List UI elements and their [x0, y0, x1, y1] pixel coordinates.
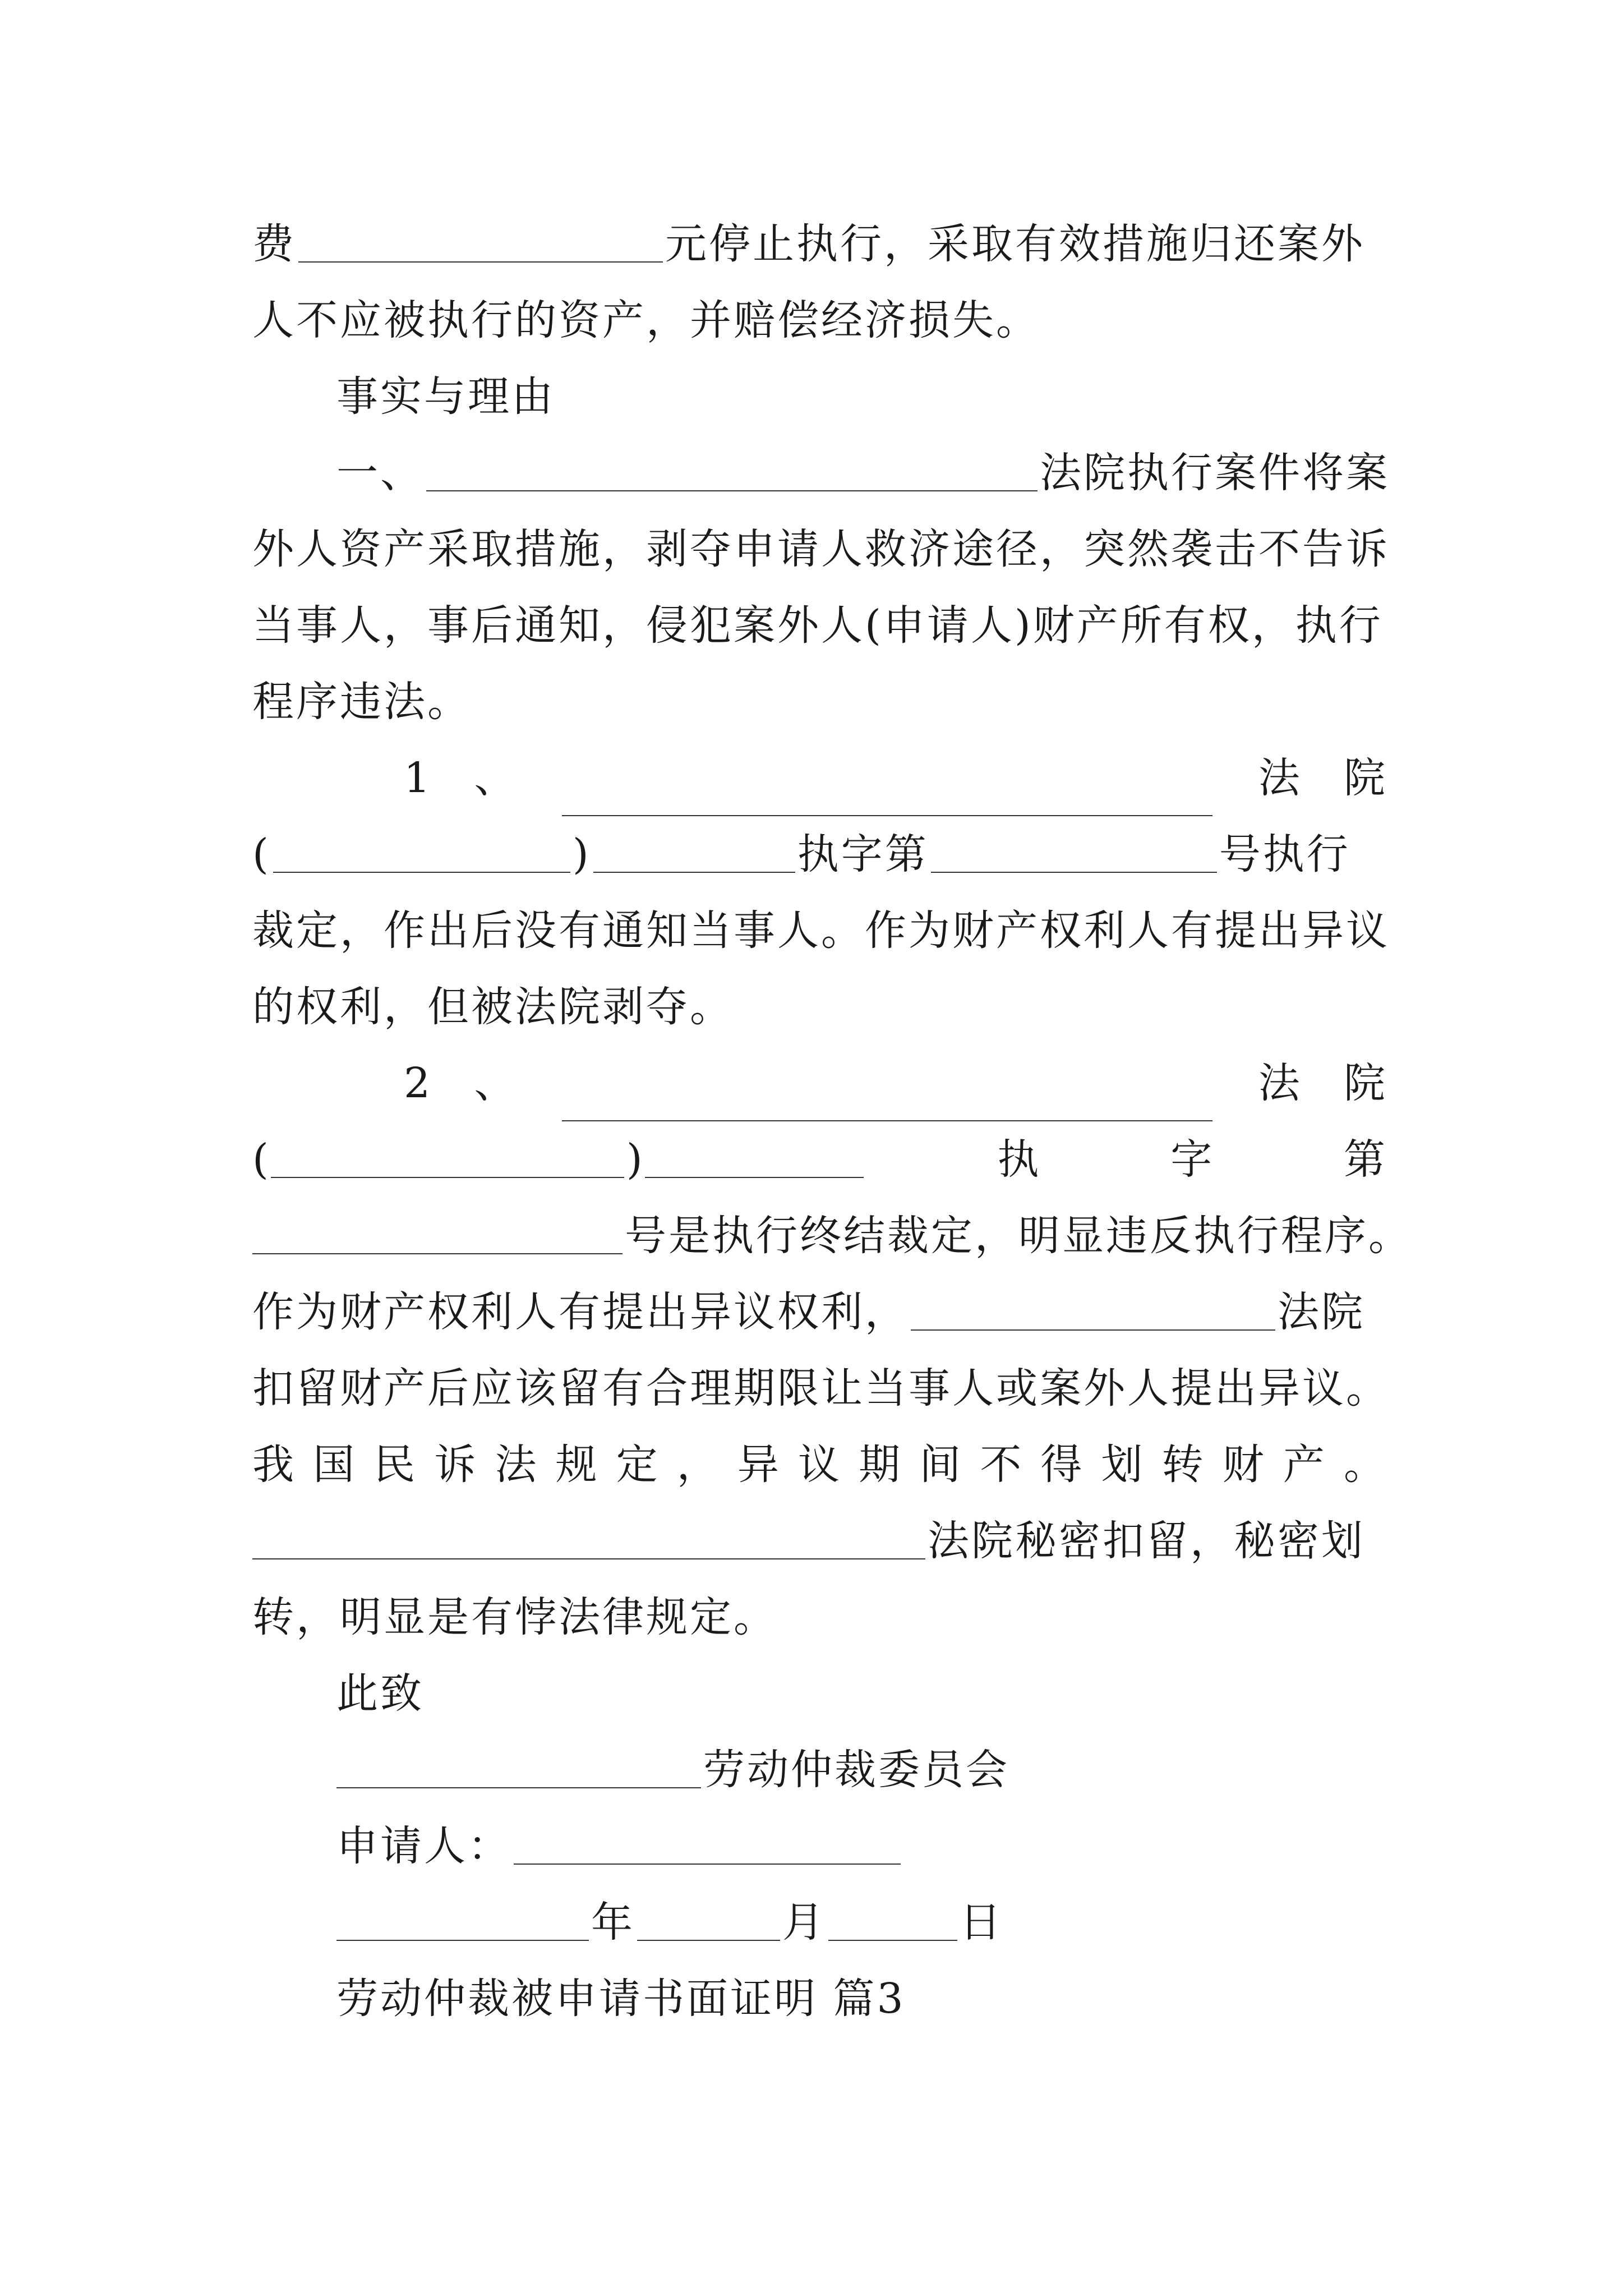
paragraph-line — [252, 1198, 1412, 1274]
text: 月 — [782, 1898, 826, 1947]
text: ) — [626, 1135, 643, 1184]
text-char: 间 — [919, 1441, 961, 1489]
fill-blank[interactable] — [252, 1214, 623, 1254]
text-char: 。 — [1343, 1441, 1385, 1489]
applicant-line — [336, 1808, 1385, 1884]
fill-blank[interactable] — [562, 1081, 1212, 1121]
addressee-line — [336, 1732, 1385, 1808]
day-field[interactable] — [828, 1901, 957, 1941]
section-title: 劳动仲裁被申请书面证明 篇3 — [336, 1975, 906, 2023]
fill-blank[interactable] — [645, 1138, 864, 1178]
text-char: 议 — [797, 1441, 840, 1489]
text-char: 国 — [313, 1441, 355, 1489]
applicant-label: 申请人： — [336, 1822, 511, 1870]
text: ( — [252, 1135, 269, 1184]
text: 法 — [1258, 1059, 1300, 1107]
fill-blank[interactable] — [562, 776, 1212, 816]
paragraph-line — [404, 740, 1385, 816]
paragraph-line: 人不应被执行的资产，并赔偿经济损失。 — [252, 296, 1040, 344]
closing-salutation: 此致 — [336, 1669, 424, 1718]
text: 作为财产权利人有提出异议权利， — [252, 1288, 909, 1336]
text-char: 期 — [859, 1441, 901, 1489]
item-number: 2 — [404, 1059, 431, 1107]
text: 法院执行案件将案 — [1040, 449, 1390, 497]
text-group — [252, 1121, 866, 1198]
date-line — [336, 1884, 1385, 1961]
text-char: 转 — [1161, 1441, 1204, 1489]
text: 号是执行终结裁定，明显违反执行程序。 — [625, 1212, 1412, 1260]
text: 院 — [1343, 1059, 1385, 1107]
paragraph-line — [252, 816, 1385, 892]
text: 执 — [997, 1135, 1039, 1184]
text-char: 异 — [737, 1441, 779, 1489]
paragraph-line: 的权利，但被法院剥夺。 — [252, 983, 734, 1031]
fill-blank[interactable] — [931, 832, 1217, 873]
item-number: 1 — [404, 754, 431, 802]
text-char: 得 — [1040, 1441, 1082, 1489]
month-field[interactable] — [637, 1901, 780, 1941]
paragraph-line — [252, 1274, 1385, 1350]
text: ) — [572, 830, 591, 878]
fill-blank[interactable] — [593, 832, 795, 873]
fill-blank[interactable] — [252, 1519, 925, 1559]
fill-blank[interactable] — [298, 222, 663, 263]
text-char: 不 — [980, 1441, 1022, 1489]
text-char: 规 — [555, 1441, 597, 1489]
paragraph-line: 裁定，作出后没有通知当事人。作为财产权利人有提出异议 — [252, 907, 1390, 955]
year-field[interactable] — [336, 1901, 589, 1941]
item-marker: 一、 — [336, 449, 424, 497]
paragraph-line: 程序违法。 — [252, 678, 471, 726]
section-heading: 事实与理由 — [336, 372, 555, 421]
text: 年 — [591, 1898, 635, 1947]
text-char: 法 — [495, 1441, 537, 1489]
fill-blank[interactable] — [271, 1138, 624, 1178]
text: 号执行 — [1219, 830, 1350, 878]
text-char: 财 — [1222, 1441, 1264, 1489]
applicant-field[interactable] — [514, 1824, 901, 1865]
text-char: 产 — [1283, 1441, 1325, 1489]
paragraph-line — [252, 1503, 1385, 1579]
text-char: 划 — [1101, 1441, 1143, 1489]
paragraph-line — [404, 1045, 1385, 1121]
text-char: ， — [676, 1441, 718, 1489]
fill-blank[interactable] — [426, 451, 1038, 491]
text: 字 — [1170, 1135, 1212, 1184]
text: 法院 — [1278, 1288, 1365, 1336]
text: 元停止执行，采取有效措施归还案外 — [665, 220, 1365, 268]
paragraph-line: 转，明显是有悖法律规定。 — [252, 1593, 777, 1641]
text: 院 — [1343, 754, 1385, 802]
text: 、 — [474, 1059, 516, 1107]
text: 法院秘密扣留，秘密划 — [928, 1517, 1365, 1565]
text: 第 — [1344, 1135, 1385, 1184]
text: 法 — [1258, 754, 1300, 802]
text: 执字第 — [797, 830, 929, 878]
text: 、 — [474, 754, 516, 802]
paragraph-line — [336, 435, 1390, 511]
fill-blank[interactable] — [336, 1748, 701, 1788]
text-char: 诉 — [434, 1441, 476, 1489]
addressee: 劳动仲裁委员会 — [703, 1746, 1009, 1794]
paragraph-line — [252, 1427, 1385, 1503]
text-char: 定 — [616, 1441, 658, 1489]
text-char: 我 — [252, 1441, 294, 1489]
text: ( — [252, 830, 271, 878]
text: 费 — [252, 220, 296, 268]
fill-blank[interactable] — [911, 1290, 1275, 1331]
text: 日 — [960, 1898, 1003, 1947]
paragraph-line — [252, 206, 1385, 282]
paragraph-line — [252, 1121, 1385, 1198]
fill-blank[interactable] — [273, 832, 570, 873]
paragraph-line: 扣留财产后应该留有合理期限让当事人或案外人提出异议。 — [252, 1364, 1390, 1412]
paragraph-line: 外人资产采取措施，剥夺申请人救济途径，突然袭击不告诉 — [252, 525, 1390, 573]
text-char: 民 — [374, 1441, 416, 1489]
paragraph-line: 当事人，事后通知，侵犯案外人(申请人)财产所有权，执行 — [252, 601, 1383, 650]
